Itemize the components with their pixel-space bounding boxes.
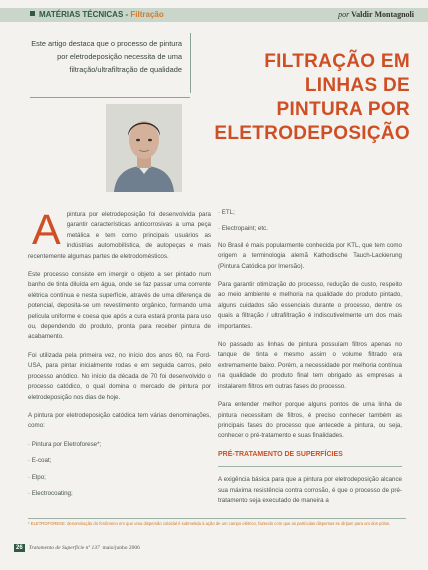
title-line-1: FILTRAÇÃO EM <box>264 51 410 72</box>
abstract-horizontal-rule <box>30 97 190 98</box>
page-number: 26 <box>16 545 23 551</box>
author-photo <box>106 104 182 192</box>
list-item: · Electrocoating; <box>28 489 73 497</box>
author-prefix: por <box>338 10 350 19</box>
denominations-paragraph: A pintura por eletrodeposição catódica tem várias denominações, como: <box>28 411 211 430</box>
list-item: · E-coat; <box>28 457 52 465</box>
author-byline <box>338 10 414 19</box>
footnote: * ELETROFORESE: denominação do fenômeno em que uma dispersão coloidal é submetida à ação de um campo elétrico, fazendo com que as partículas dispersas se dirijam para um dos pólos. <box>28 521 391 526</box>
drop-cap: A <box>32 206 61 254</box>
process-paragraph: Este processo consiste em imergir o objeto a ser pintado num banho de tinta diluída em água, onde se faz passar uma corrente elétrica contínua e nesta superfície, através de uma diferença de potencial, deposita-se um revestimento orgânico, formando uma película uniforme e coesa que após a cura estará pronta para uso ou, dependendo do produto, pronta para receber pintura de acabamento. <box>28 271 211 341</box>
list-item: · Elpo; <box>28 473 46 481</box>
left-column <box>28 206 211 505</box>
ktl-paragraph: No Brasil é mais popularmente conhecida por KTL, que tem como origem a terminologia alemã Kathodische Tauch-Lackierung (Pintura Catódica por Imersão). <box>218 241 402 270</box>
issue-date: maio/junho 2006 <box>102 545 140 551</box>
article-title <box>188 50 410 146</box>
intro-text: pintura por eletrodeposição foi desenvolvida para garantir características anticorrosivas a uma peça metálica e tem como principais usuários as indústrias automobilística, de autopeças e mais recentemente algumas partes de eletrodomésticos. <box>28 211 211 260</box>
journal-name: Tratamento de Superfície nº 137 <box>28 545 100 551</box>
title-line-3: PINTURA POR <box>276 99 410 120</box>
square-bullet-icon <box>30 11 35 16</box>
list-item: · Electropaint; etc. <box>218 225 268 233</box>
history-paragraph: Foi utilizada pela primeira vez, no início dos anos 60, na Ford-USA, para pintar inicialmente rodas e em seguida carros, pelo processo anódico. No início da década de 70 foi desenvolvido o processo catódico, o qual domina o mercado de pintura por eletrodeposição nos dias de hoje. <box>28 351 211 401</box>
section-name: MATÉRIAS TÉCNICAS <box>39 10 124 19</box>
footnote-divider <box>28 518 406 519</box>
understanding-paragraph: Para entender melhor porque alguns pontos de uma linha de pintura necessitam de filtros, é preciso conhecer também as principais fases do processo que antecede a pintura, ou seja, conhecer o pré-tratamento e suas finalidades. <box>218 401 402 440</box>
list-item: · Pintura por Eletroforese*; <box>28 440 102 448</box>
section-separator: - <box>123 10 131 19</box>
right-column <box>218 208 402 514</box>
page-footer <box>14 544 140 552</box>
section-heading: PRÉ-TRATAMENTO DE SUPERFÍCIES <box>218 450 343 458</box>
article-abstract: Este artigo destaca que o processo de pintura por eletrodeposição necessita de uma filtração/ultrafiltração de qualidade <box>31 39 182 74</box>
optimization-paragraph: Para garantir otimização do processo, redução de custo, respeito ao meio ambiente e melhoria na qualidade do produto pintado, alguns cuidados são essenciais durante o processo, dentre os quais a filtração / ultrafiltração é indiscutivelmente um dos mais importantes. <box>218 281 402 330</box>
list-item: · ETL; <box>218 209 235 216</box>
section-label <box>30 10 164 19</box>
section-divider <box>218 466 402 467</box>
pretreatment-paragraph: A exigência básica para que a pintura por eletrodeposição alcance sua máxima resistência contra corrosão, é que o processo de pré-tratamento seja executado de maneira a <box>218 476 402 504</box>
subsection-name: Filtração <box>130 10 164 19</box>
author-name: Valdir Montagnoli <box>351 10 414 19</box>
intro-paragraph <box>28 206 211 262</box>
title-line-2: LINHAS DE <box>304 75 410 96</box>
title-line-4: ELETRODEPOSIÇÃO <box>214 123 410 144</box>
past-paragraph: No passado as linhas de pintura possuíam filtros apenas no tanque de tinta e mesmo assim o volume filtrado era extremamente baixo. Porém, a necessidade por melhoria contínua na qualidade do produto final tem obrigado as empresas a instalarem filtros em outras fases do processo. <box>218 341 402 390</box>
